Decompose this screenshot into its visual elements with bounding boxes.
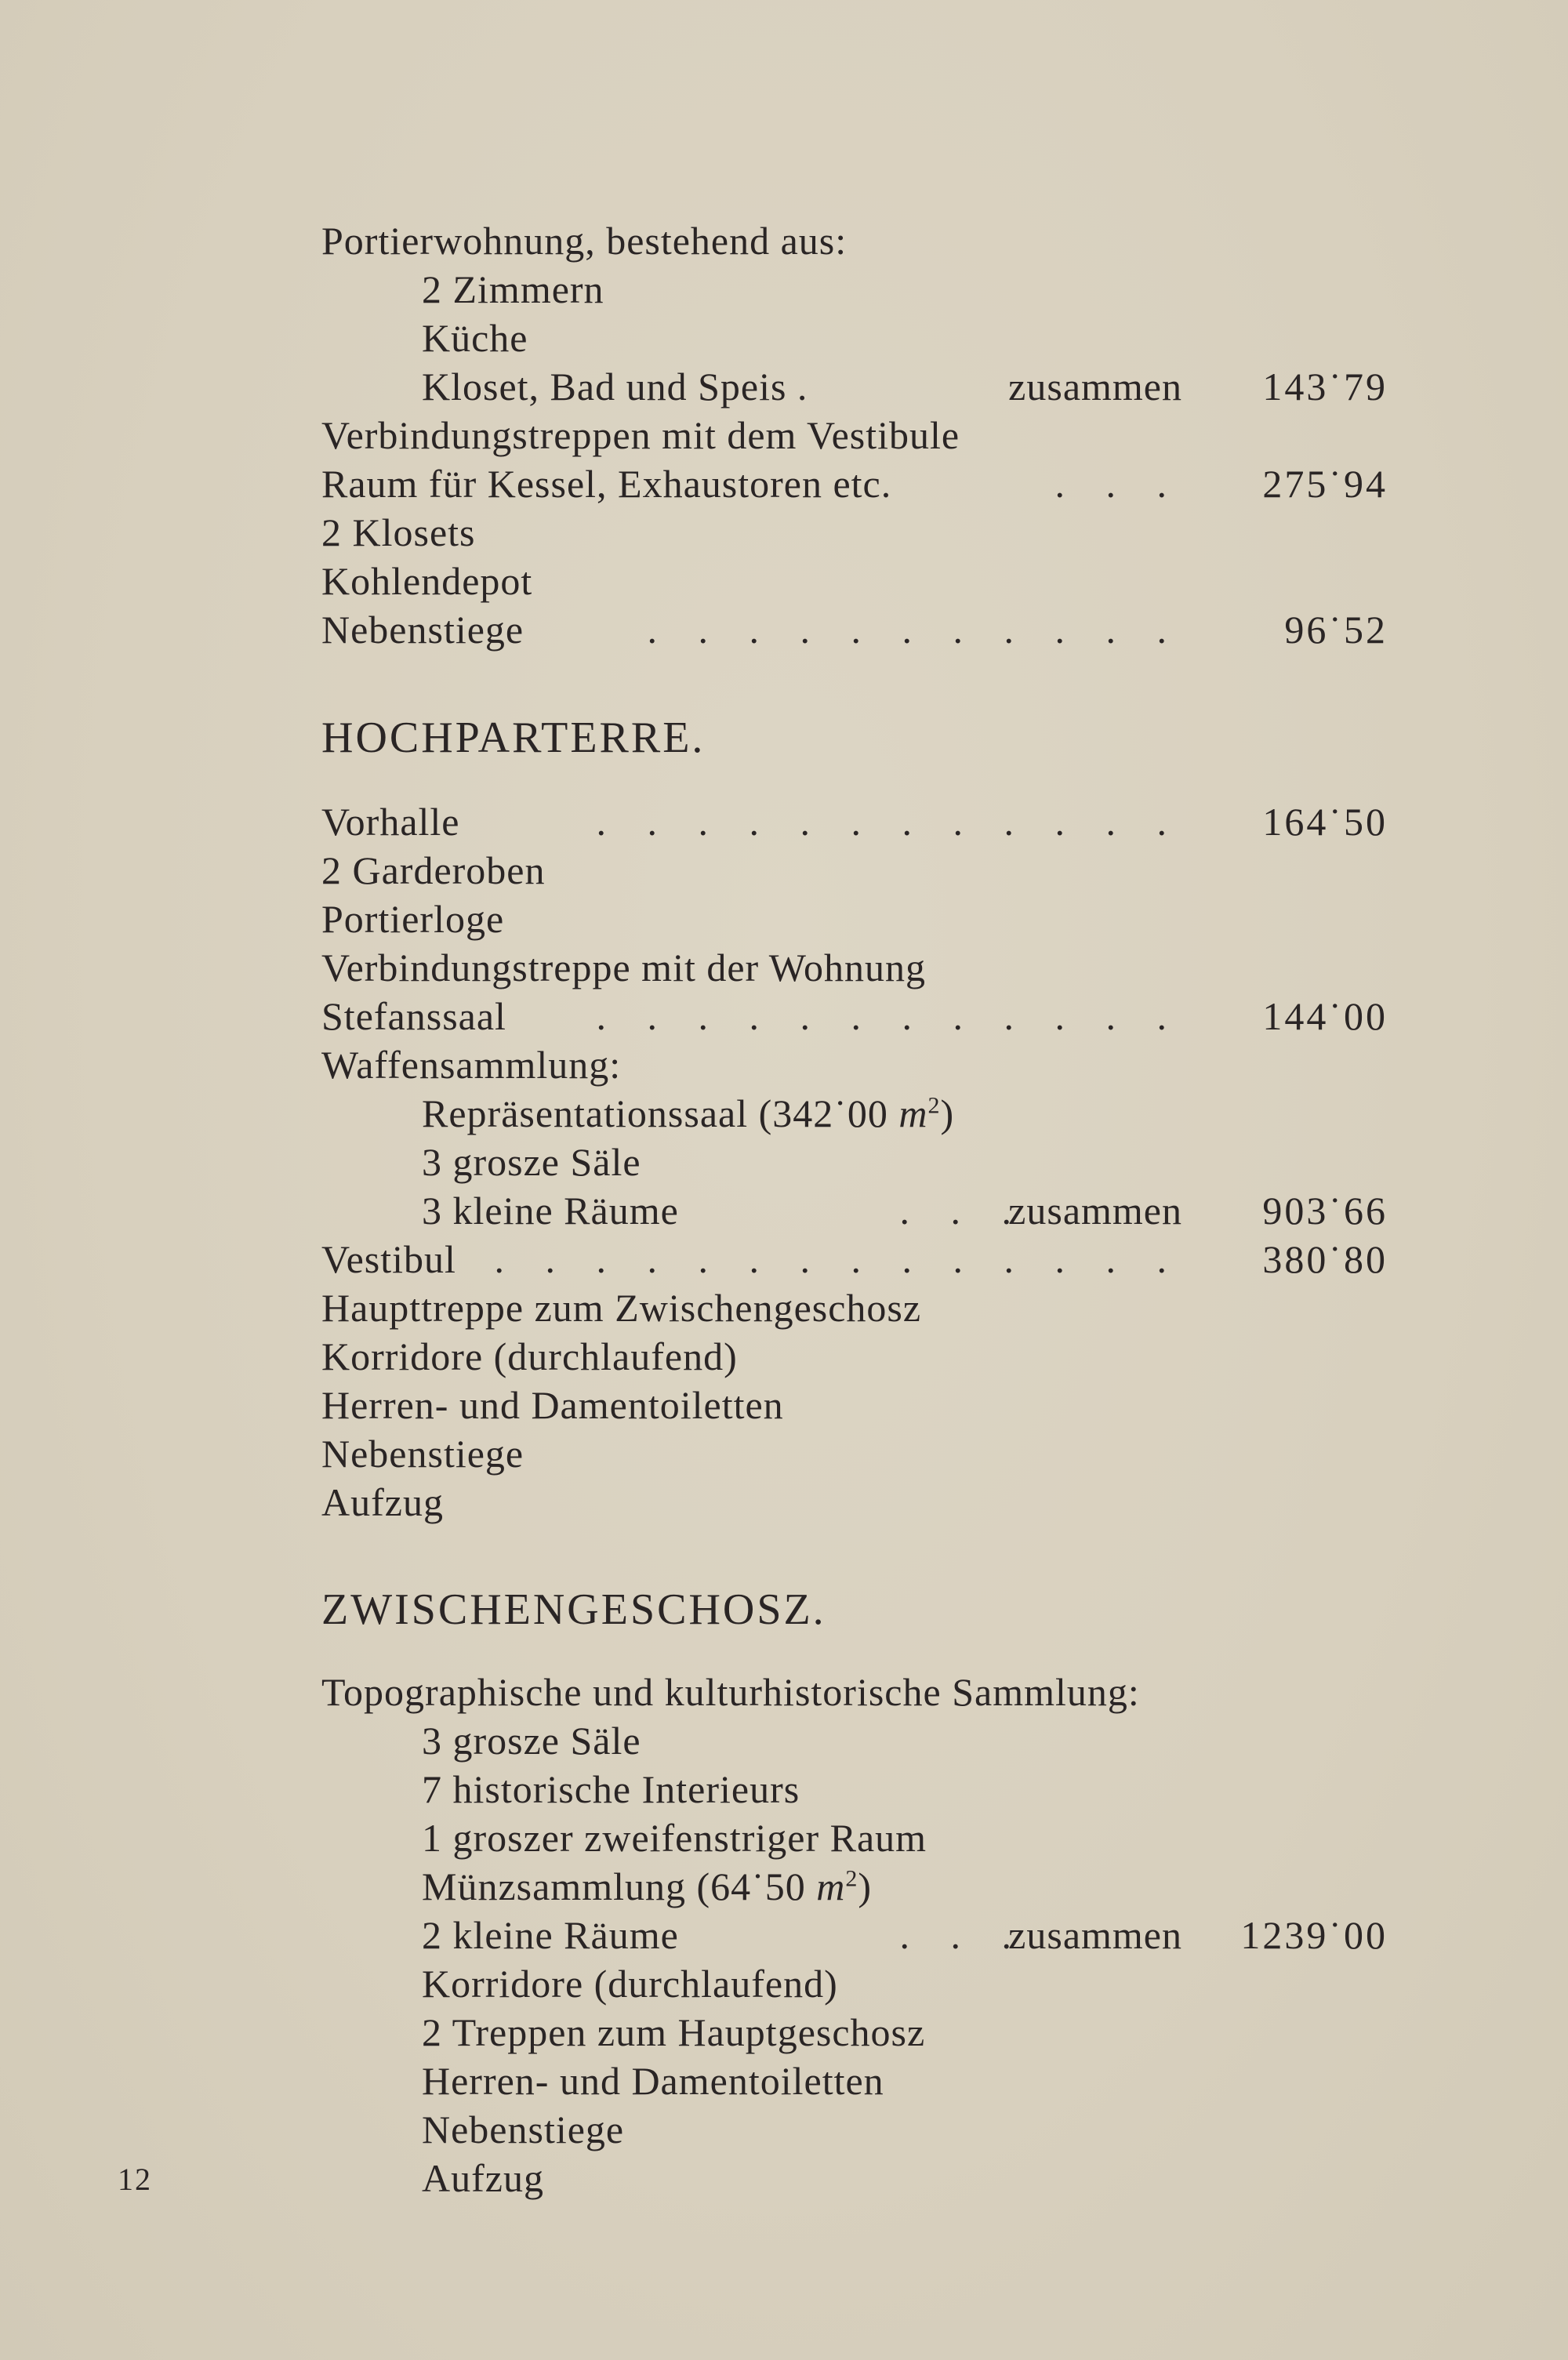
list-item — [321, 2057, 1388, 2105]
heading-hochparterre: HOCHPARTERRE. — [321, 713, 706, 762]
item-label — [321, 1668, 1140, 1716]
area-value: 1239˙00 — [1240, 1913, 1388, 1957]
item-label — [321, 797, 459, 846]
item-text: Nebenstiege — [422, 2108, 625, 2151]
list-item — [321, 1911, 1388, 1959]
list-item — [321, 895, 1388, 943]
item-text: Kloset, Bad und Speis . — [422, 365, 808, 408]
item-text: Stefanssaal — [321, 994, 506, 1038]
item-label — [422, 2008, 925, 2057]
item-label — [422, 362, 808, 411]
item-label — [321, 1429, 524, 1478]
list-item — [321, 797, 1388, 846]
list-item — [321, 1862, 1388, 1911]
list-item — [321, 1089, 1388, 1138]
list-item — [321, 1138, 1388, 1186]
item-label — [422, 1959, 838, 2008]
list-item — [321, 1716, 1388, 1765]
item-text: 7 historische Interieurs — [422, 1767, 800, 1811]
list-item — [321, 1814, 1388, 1862]
item-text: 3 kleine Räume — [422, 1189, 679, 1233]
item-label — [321, 605, 524, 654]
item-text: Portierwohnung, bestehend aus: — [321, 219, 848, 263]
list-item — [321, 1186, 1388, 1235]
unit-symbol: m — [816, 1864, 846, 1908]
list-item — [321, 943, 1388, 992]
dot-leaders: . . . . . . . . . . . . — [596, 800, 1182, 844]
list-item — [321, 1381, 1388, 1429]
page-number: 12 — [118, 2162, 152, 2197]
item-label — [321, 1381, 784, 1429]
item-text: Korridore (durchlaufend) — [422, 1962, 838, 2006]
item-label — [422, 1138, 641, 1186]
item-text: Aufzug — [422, 2156, 544, 2200]
item-text: Portierloge — [321, 897, 505, 941]
list-item — [321, 1765, 1388, 1814]
list-item — [321, 265, 1388, 314]
list-item — [321, 1283, 1388, 1332]
heading-zwischengeschosz: ZWISCHENGESCHOSZ. — [321, 1585, 826, 1634]
unit-symbol: m — [898, 1091, 928, 1135]
area-value: 164˙50 — [1262, 800, 1388, 844]
item-label — [422, 1089, 954, 1138]
item-label — [422, 1186, 679, 1235]
sum-label: zusammen — [1008, 1189, 1182, 1233]
item-text: Münzsammlung (64˙50 — [422, 1864, 806, 1908]
list-item — [321, 1959, 1388, 2008]
item-text: 1 groszer zweifenstriger Raum — [422, 1816, 927, 1860]
item-label — [422, 1765, 800, 1814]
item-label — [321, 1235, 456, 1283]
item-label — [321, 1332, 738, 1381]
area-value: 143˙79 — [1262, 365, 1388, 408]
item-text: 2 Klosets — [321, 510, 476, 554]
item-label — [422, 2154, 544, 2202]
item-label — [321, 216, 847, 265]
item-label — [321, 1283, 921, 1332]
dot-leaders: . . . . . . . . . . . . . . — [494, 1237, 1182, 1281]
section-basement-list — [321, 216, 1388, 654]
item-text: Herren- und Damentoiletten — [422, 2059, 884, 2103]
item-text: Aufzug — [321, 1480, 444, 1524]
item-text: Waffensammlung: — [321, 1043, 622, 1087]
item-label — [321, 508, 476, 557]
area-value: 380˙80 — [1262, 1237, 1388, 1281]
list-item — [321, 459, 1388, 508]
item-text: Kohlendepot — [321, 559, 533, 603]
item-text: Repräsentationssaal (342˙00 — [422, 1091, 888, 1135]
list-item — [321, 1429, 1388, 1478]
item-label — [422, 314, 528, 362]
section-zwischengeschosz-list — [321, 1668, 1388, 2202]
item-text: 2 kleine Räume — [422, 1913, 679, 1957]
dot-leaders: . . . — [899, 1913, 1027, 1957]
unit-exponent: 2 — [845, 1865, 858, 1892]
item-text: Verbindungstreppe mit der Wohnung — [321, 946, 926, 989]
item-text: Vorhalle — [321, 800, 460, 844]
item-label — [321, 411, 960, 459]
item-text: 2 Garderoben — [321, 848, 546, 892]
list-item — [321, 362, 1388, 411]
sum-label: zusammen — [1008, 1913, 1182, 1957]
item-label — [422, 2057, 884, 2105]
list-item — [321, 992, 1388, 1040]
item-text: 3 grosze Säle — [422, 1140, 641, 1184]
list-item — [321, 216, 1388, 265]
sum-label: zusammen — [1008, 365, 1182, 408]
area-value: 144˙00 — [1262, 994, 1388, 1038]
dot-leaders: . . . . . . . . . . . . — [596, 994, 1182, 1038]
item-label — [321, 459, 891, 508]
list-item — [321, 508, 1388, 557]
item-label — [422, 1716, 641, 1765]
list-item — [321, 314, 1388, 362]
item-text: Vestibul — [321, 1237, 456, 1281]
section-hochparterre-list — [321, 797, 1388, 1527]
item-text: Haupttreppe zum Zwischengeschosz — [321, 1286, 922, 1330]
area-value: 903˙66 — [1262, 1189, 1388, 1233]
item-label — [422, 265, 604, 314]
item-label — [321, 557, 532, 605]
item-label — [422, 1814, 927, 1862]
list-item — [321, 1235, 1388, 1283]
area-value: 96˙52 — [1284, 608, 1388, 652]
item-text: Korridore (durchlaufend) — [321, 1334, 738, 1378]
unit-exponent: 2 — [927, 1092, 941, 1119]
item-label — [422, 1911, 679, 1959]
item-label — [321, 943, 926, 992]
area-value: 275˙94 — [1262, 462, 1388, 506]
list-item — [321, 1668, 1388, 1716]
item-label — [321, 992, 506, 1040]
list-item — [321, 2008, 1388, 2057]
list-item — [321, 2105, 1388, 2154]
closing-paren: ) — [940, 1091, 955, 1135]
list-item — [321, 605, 1388, 654]
dot-leaders: . . . . . . . . . . . — [647, 608, 1182, 652]
item-text: Verbindungstreppen mit dem Vestibule — [321, 413, 960, 457]
item-text: Raum für Kessel, Exhaustoren etc. — [321, 462, 892, 506]
item-label — [422, 1862, 872, 1911]
list-item — [321, 1332, 1388, 1381]
item-text: Küche — [422, 316, 528, 360]
item-text: Topographische und kulturhistorische Sammlung: — [321, 1670, 1140, 1714]
list-item — [321, 2154, 1388, 2202]
item-text: 2 Treppen zum Hauptgeschosz — [422, 2010, 926, 2054]
item-text: 3 grosze Säle — [422, 1719, 641, 1763]
item-text: Nebenstiege — [321, 608, 524, 652]
list-item — [321, 1040, 1388, 1089]
list-item — [321, 1478, 1388, 1527]
list-item — [321, 411, 1388, 459]
closing-paren: ) — [858, 1864, 873, 1908]
item-label — [321, 895, 504, 943]
list-item — [321, 846, 1388, 895]
dot-leaders: . . . — [899, 1189, 1027, 1233]
dot-leaders: . . . — [1054, 462, 1182, 506]
item-label — [422, 2105, 624, 2154]
item-label — [321, 1478, 444, 1527]
item-label — [321, 846, 546, 895]
list-item — [321, 557, 1388, 605]
item-text: Herren- und Damentoiletten — [321, 1383, 784, 1427]
item-label — [321, 1040, 621, 1089]
item-text: 2 Zimmern — [422, 267, 604, 311]
item-text: Nebenstiege — [321, 1432, 524, 1476]
